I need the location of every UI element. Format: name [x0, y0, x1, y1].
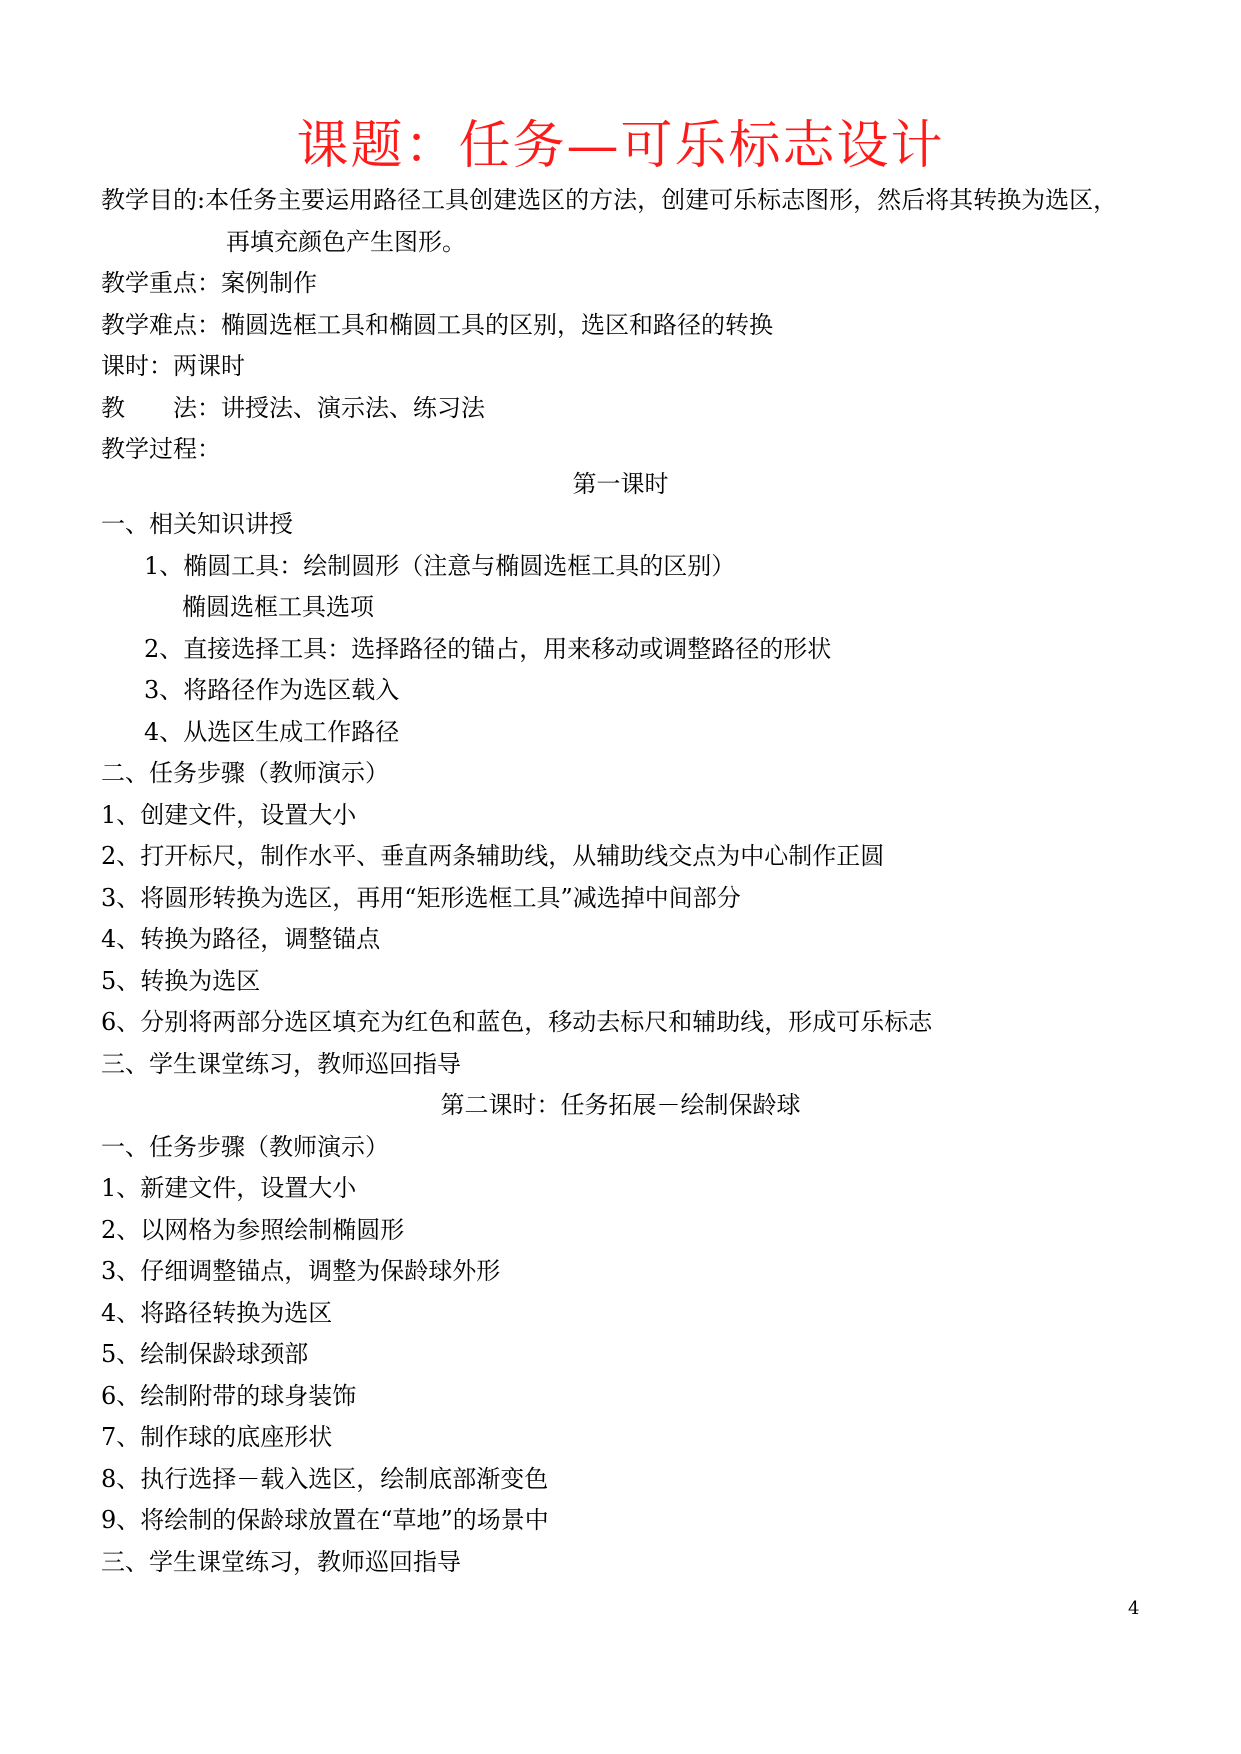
- step-item: 3、仔细调整锚点，调整为保龄球外形: [101, 1257, 501, 1285]
- lesson1-heading: 第一课时: [572, 470, 669, 498]
- key-point: 教学重点：案例制作: [101, 269, 317, 297]
- step-item: 4、转换为路径，调整锚点: [101, 925, 381, 953]
- page-number: 4: [1128, 1598, 1140, 1619]
- objective-line-2: 再填充颜色产生图形。: [226, 228, 466, 256]
- step-item: 2、以网格为参照绘制椭圆形: [101, 1216, 405, 1244]
- step-item: 5、转换为选区: [101, 967, 261, 995]
- knowledge-item: 椭圆选框工具选项: [182, 593, 374, 621]
- lesson2-section3-title: 三、学生课堂练习，教师巡回指导: [101, 1548, 461, 1576]
- objective-text-1: 本任务主要运用路径工具创建选区的方法，创建可乐标志图形，然后将其转换为选区，: [205, 186, 1118, 214]
- step-item: 2、打开标尺，制作水平、垂直两条辅助线，从辅助线交点为中心制作正圆: [101, 842, 885, 870]
- page-title: 课题：任务—可乐标志设计: [296, 116, 945, 176]
- knowledge-item: 4、从选区生成工作路径: [144, 718, 400, 746]
- difficulty: 教学难点：椭圆选框工具和椭圆工具的区别，选区和路径的转换: [101, 311, 773, 339]
- objective-line-1: [101, 184, 1117, 216]
- lesson1-section3-title: 三、学生课堂练习，教师巡回指导: [101, 1050, 461, 1078]
- lesson1-section1-title: 一、相关知识讲授: [101, 510, 293, 538]
- teaching-process: 教学过程：: [101, 435, 221, 463]
- lesson1-section2-title: 二、任务步骤（教师演示）: [101, 759, 389, 787]
- knowledge-item: 2、直接选择工具：选择路径的锚占，用来移动或调整路径的形状: [144, 635, 832, 663]
- knowledge-item: 3、将路径作为选区载入: [144, 676, 400, 704]
- step-item: 3、将圆形转换为选区，再用“矩形选框工具”减选掉中间部分: [101, 884, 741, 912]
- knowledge-item: 1、椭圆工具：绘制圆形（注意与椭圆选框工具的区别）: [144, 552, 736, 580]
- method-label-a: 教: [101, 394, 125, 422]
- step-item: 7、制作球的底座形状: [101, 1423, 333, 1451]
- lesson2-section1-title: 一、任务步骤（教师演示）: [101, 1133, 389, 1161]
- step-item: 6、绘制附带的球身装饰: [101, 1382, 357, 1410]
- step-item: 1、新建文件，设置大小: [101, 1174, 357, 1202]
- method-label-b: 法：讲授法、演示法、练习法: [173, 394, 485, 422]
- step-item: 4、将路径转换为选区: [101, 1299, 333, 1327]
- teaching-method: [101, 392, 485, 424]
- step-item: 8、执行选择－载入选区，绘制底部渐变色: [101, 1465, 549, 1493]
- class-hours: 课时：两课时: [101, 352, 245, 380]
- step-item: 1、创建文件，设置大小: [101, 801, 357, 829]
- objective-label: 教学目的:: [101, 186, 206, 214]
- lesson2-heading: 第二课时：任务拓展－绘制保龄球: [440, 1091, 801, 1119]
- step-item: 5、绘制保龄球颈部: [101, 1340, 309, 1368]
- step-item: 6、分别将两部分选区填充为红色和蓝色，移动去标尺和辅助线，形成可乐标志: [101, 1008, 933, 1036]
- step-item: 9、将绘制的保龄球放置在“草地”的场景中: [101, 1506, 549, 1534]
